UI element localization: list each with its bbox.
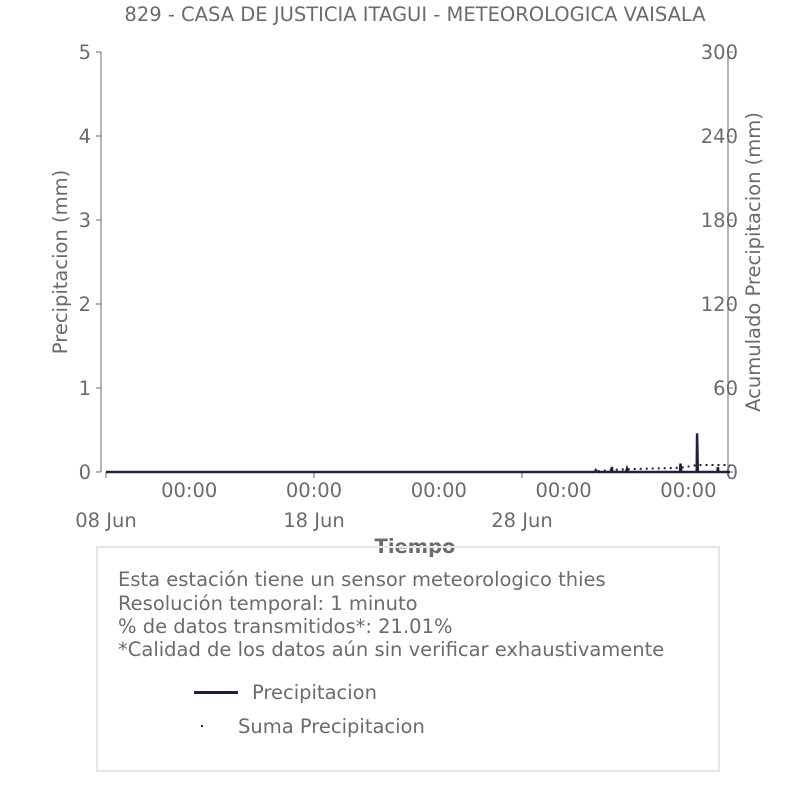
y-tick-label: 3 <box>78 209 91 232</box>
x-date-tick-label: 18 Jun <box>283 509 345 532</box>
y-right-tick-label: 120 <box>700 293 738 316</box>
legend-dot-icon <box>201 725 203 727</box>
y-right-tick-label: 0 <box>725 461 738 484</box>
legend-suma-precipitacion: Suma Precipitacion <box>238 715 425 738</box>
legend-precipitacion: Precipitacion <box>252 681 377 704</box>
info-box <box>96 546 720 772</box>
y-right-tick-label: 180 <box>700 209 738 232</box>
info-sensor: Esta estación tiene un sensor meteorologico thies <box>118 568 606 591</box>
chart-axes <box>75 41 738 532</box>
y-axis-right-label: Acumulado Precipitacion (mm) <box>742 112 765 412</box>
y-right-tick-label: 240 <box>700 125 738 148</box>
y-tick-label: 1 <box>78 377 91 400</box>
chart-series <box>106 433 730 472</box>
y-right-tick-label: 300 <box>700 41 738 64</box>
info-resolution: Resolución temporal: 1 minuto <box>118 592 418 615</box>
x-time-tick-label: 00:00 <box>285 479 343 502</box>
x-time-tick-label: 00:00 <box>161 479 218 502</box>
x-time-tick-label: 00:00 <box>660 479 717 502</box>
x-time-tick-label: 00:00 <box>410 479 467 502</box>
y-axis-label: Precipitacion (mm) <box>49 169 72 355</box>
x-axis-label: Tiempo <box>374 535 456 558</box>
x-date-tick-label: 08 Jun <box>75 509 137 532</box>
x-time-tick-label: 00:00 <box>535 479 592 502</box>
x-date-tick-label: 28 Jun <box>491 509 553 532</box>
info-transmitted: % de datos transmitidos*: 21.01% <box>118 615 453 638</box>
series-precipitacion <box>106 433 730 472</box>
y-right-tick-label: 60 <box>713 377 738 400</box>
info-quality-note: *Calidad de los datos aún sin verificar exhaustivamente <box>118 638 665 661</box>
y-tick-label: 5 <box>78 41 91 64</box>
legend-solid-line-icon <box>194 691 238 694</box>
y-tick-label: 4 <box>78 125 91 148</box>
chart-title: 829 - CASA DE JUSTICIA ITAGUI - METEOROLOGICA VAISALA <box>124 3 706 26</box>
y-tick-label: 2 <box>78 293 91 316</box>
y-tick-label: 0 <box>78 461 91 484</box>
